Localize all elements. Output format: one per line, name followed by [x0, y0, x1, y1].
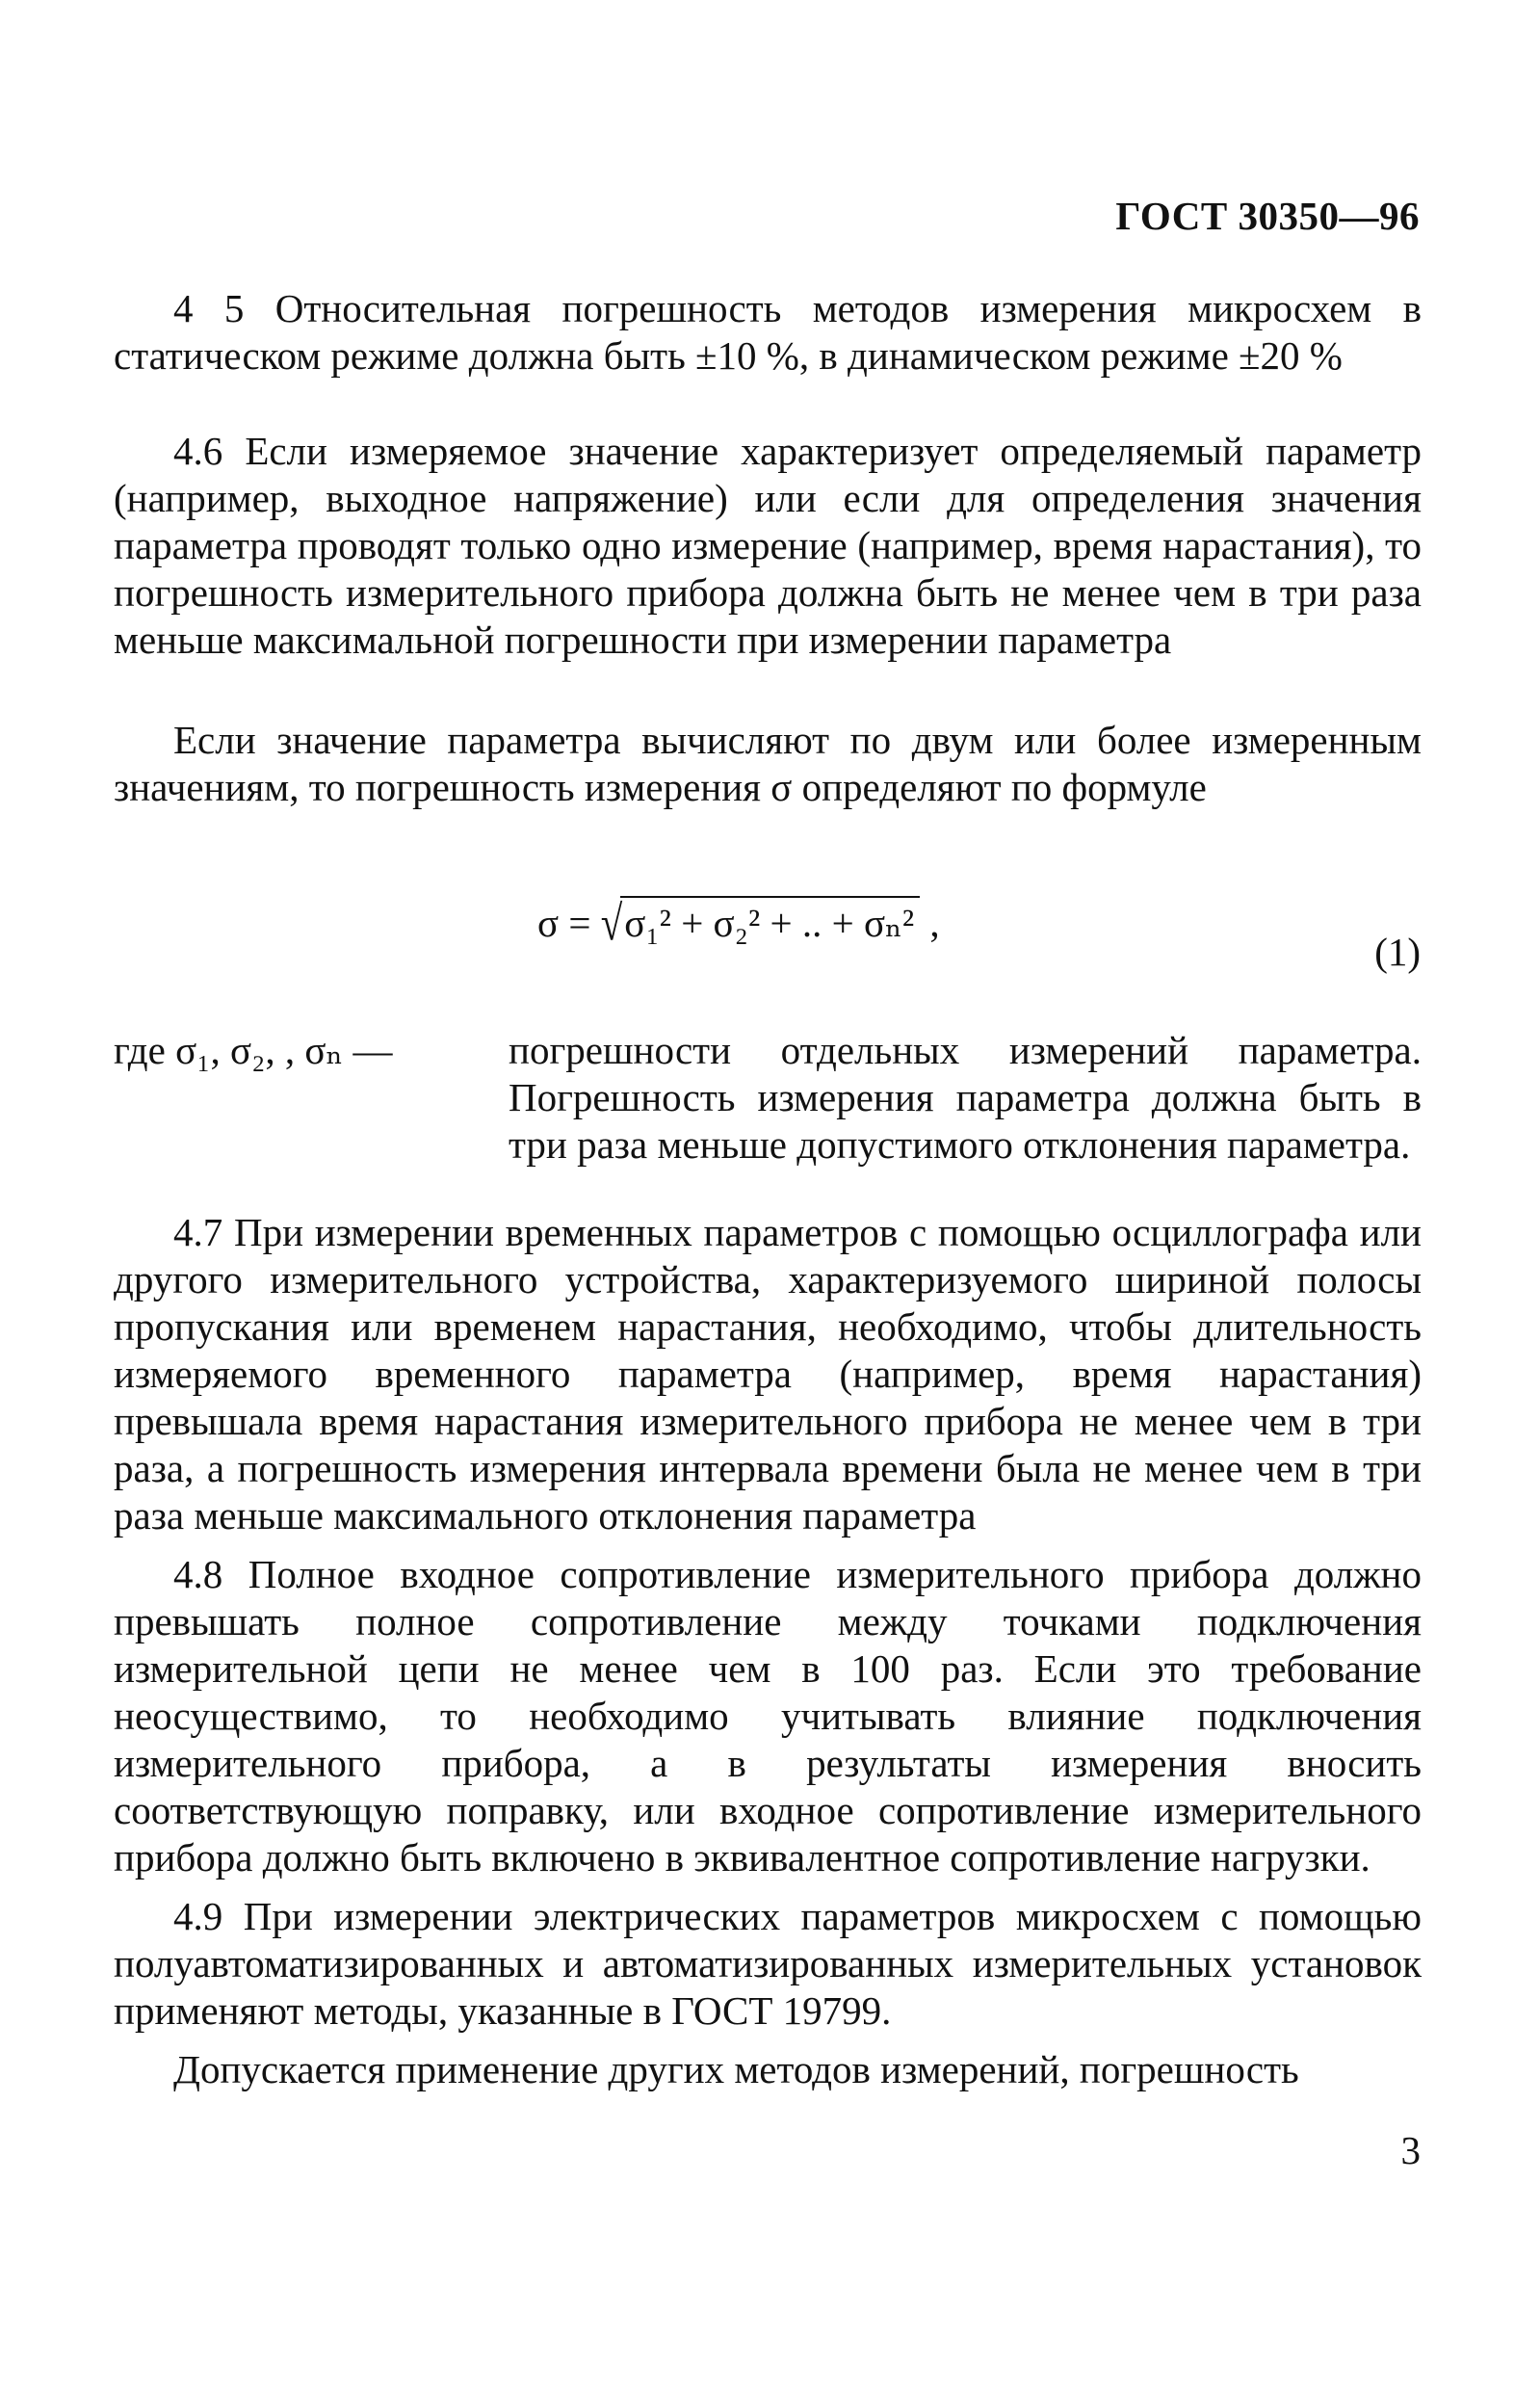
paragraph-4-9: 4.9 При измерении электрических параметров микросхем с помощью полуавтоматизированных и автоматизированных измерительных установок применяют методы, указанные в ГОСТ 19799. — [114, 1894, 1422, 2033]
formula-tail: , — [920, 901, 940, 945]
paragraph-4-6: 4.6 Если измеряемое значение характеризует определяемый параметр (например, выходное напряжение) или если для определения значения параметра проводят только одно измерение (например, время нарастания), то погрешность измерительного прибора должна быть не менее чем в три раза меньше максимальной погрешности при измерении параметра — [114, 429, 1422, 662]
where-definition: погрешности отдельных измерений параметра. Погрешность измерения параметра должна быть в три раза меньше допустимого отклонения параметра. — [509, 1028, 1422, 1167]
sections-4-7-to-4-9 — [114, 1209, 1422, 2105]
paragraph-other-methods: Допускается применение других методов измерений, погрешность — [173, 2047, 1299, 2091]
section-4-5 — [114, 285, 1422, 391]
paragraph-4-8: 4.8 Полное входное сопротивление измерительного прибора должно превышать полное сопротивление между точками подключения измерительной цепи не менее чем в 100 раз. Если это требование неосуществимо, то необходимо учитывать влияние подключения измерительного прибора, а в результаты измерения вносить соответствующую поправку, или входное сопротивление измерительного прибора должно быть включено в эквивалентное сопротивление нагрузки. — [114, 1552, 1422, 1880]
section-4-6 — [114, 428, 1422, 675]
section-formula-intro — [114, 717, 1422, 823]
error-formula — [537, 895, 940, 951]
formula-lhs: σ = — [537, 901, 601, 945]
document-code-header: ГОСТ 30350—96 — [1115, 194, 1420, 238]
paragraph-formula-intro: Если значение параметра вычисляют по двум или более измеренным значениям, то погрешность измерения σ определяют по формуле — [114, 718, 1422, 809]
formula-number: (1) — [1374, 930, 1421, 974]
square-root-icon: √ — [600, 895, 623, 951]
where-label: где σ₁, σ₂, , σₙ — — [114, 1028, 393, 1072]
paragraph-4-7: 4.7 При измерении временных параметров с помощью осциллографа или другого измерительного устройства, характеризуемого шириной полосы пропускания или временем нарастания, необходимо, чтобы длительность измеряемого временного параметра (например, время нарастания) превышала время нарастания измерительного прибора не менее чем в три раза, а погрешность измерения интервала времени была не менее чем в три раза меньше максимального отклонения параметра — [114, 1210, 1422, 1538]
page-number: 3 — [1400, 2128, 1421, 2172]
paragraph-4-5: 4 5 Относительная погрешность методов измерения микросхем в статическом режиме должна быть ±10 %, в динамическом режиме ±20 % — [114, 286, 1422, 378]
formula-radicand: σ₁² + σ₂² + .. + σₙ² — [620, 896, 920, 946]
